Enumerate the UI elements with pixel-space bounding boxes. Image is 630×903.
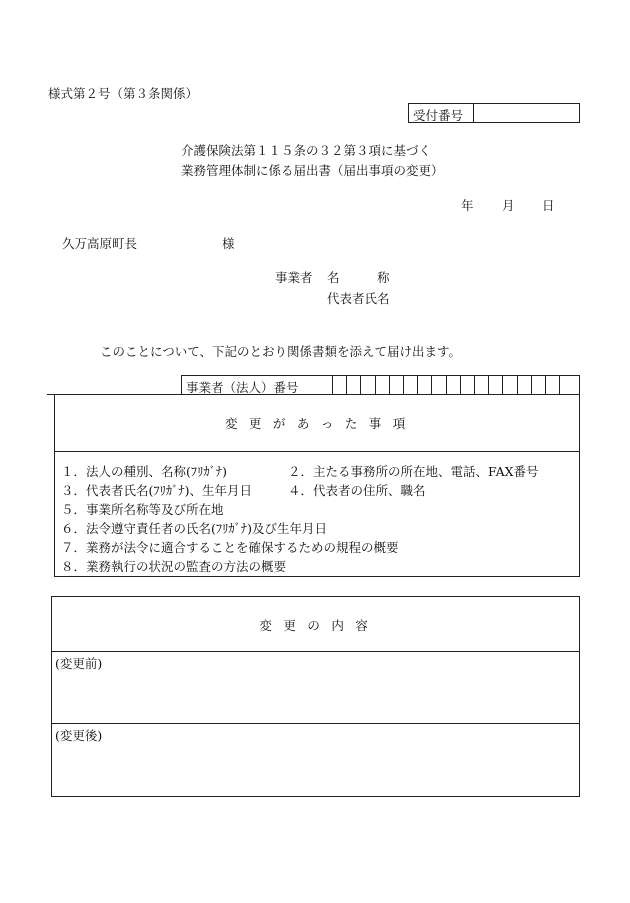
change-item-1: １．法人の種別、名称(ﾌﾘｶﾞﾅ) <box>61 464 228 479</box>
digit-cell[interactable] <box>431 376 432 394</box>
representative-label: 代表者氏名 <box>327 291 390 306</box>
change-item-7: ７．業務が法令に適合することを確保するための規程の概要 <box>61 540 399 555</box>
digit-cell[interactable] <box>517 376 518 394</box>
digit-cell[interactable] <box>545 376 546 394</box>
receipt-label: 受付番号 <box>413 108 464 123</box>
after-label: (変更後) <box>55 728 103 743</box>
business-number-label: 事業者（法人）番号 <box>186 380 299 395</box>
before-label: (変更前) <box>55 656 103 671</box>
digit-cell[interactable] <box>375 376 376 394</box>
digit-cell[interactable] <box>346 376 347 394</box>
digit-cell[interactable] <box>474 376 475 394</box>
change-item-4: ４．代表者の住所、職名 <box>288 483 426 498</box>
after-field[interactable] <box>52 741 579 795</box>
table-divider <box>52 723 579 724</box>
form-label: 様式第２号（第３条関係） <box>48 86 199 101</box>
title-line-2: 業務管理体制に係る届出書（届出事項の変更） <box>181 163 444 178</box>
title-line-1: 介護保険法第１１５条の３２第３項に基づく <box>181 143 432 158</box>
receipt-number-field[interactable] <box>473 104 474 122</box>
digit-cell[interactable] <box>531 376 532 394</box>
change-item-3: ３．代表者氏名(ﾌﾘｶﾞﾅ)、生年月日 <box>61 483 253 498</box>
changes-heading: 変 更 が あ っ た 事 項 <box>224 416 410 431</box>
change-content-table <box>51 596 580 797</box>
date-year: 年 <box>461 198 474 213</box>
content-heading: 変 更 の 内 容 <box>259 618 372 633</box>
digit-cell[interactable] <box>488 376 489 394</box>
digit-cell[interactable] <box>360 376 361 394</box>
business-name-label: 名 称 <box>327 270 390 285</box>
before-field[interactable] <box>52 669 579 723</box>
change-item-2: ２．主たる事務所の所在地、電話、FAX番号 <box>288 464 539 479</box>
addressee: 久万高原町長 <box>62 236 138 251</box>
digit-cell[interactable] <box>389 376 390 394</box>
digit-cell[interactable] <box>502 376 503 394</box>
digit-cell[interactable] <box>446 376 447 394</box>
digit-cell[interactable] <box>417 376 418 394</box>
changed-items-table <box>54 394 580 577</box>
receipt-number-box <box>408 103 580 123</box>
digit-cell[interactable] <box>559 376 560 394</box>
intro-text: このことについて、下記のとおり関係書類を添えて届け出ます。 <box>100 344 462 359</box>
digit-cell[interactable] <box>332 376 333 394</box>
table-divider <box>55 451 579 452</box>
change-item-8: ８．業務執行の状況の監査の方法の概要 <box>61 559 287 574</box>
honorific: 様 <box>222 236 235 251</box>
date-month: 月 <box>502 198 515 213</box>
digit-cell[interactable] <box>403 376 404 394</box>
table-divider <box>52 651 579 652</box>
change-item-5: ５．事業所名称等及び所在地 <box>61 502 224 517</box>
digit-cell[interactable] <box>460 376 461 394</box>
business-label: 事業者 <box>275 270 313 285</box>
change-item-6: ６．法令遵守責任者の氏名(ﾌﾘｶﾞﾅ)及び生年月日 <box>61 521 328 536</box>
business-number-box <box>181 375 580 395</box>
date-day: 日 <box>542 198 555 213</box>
